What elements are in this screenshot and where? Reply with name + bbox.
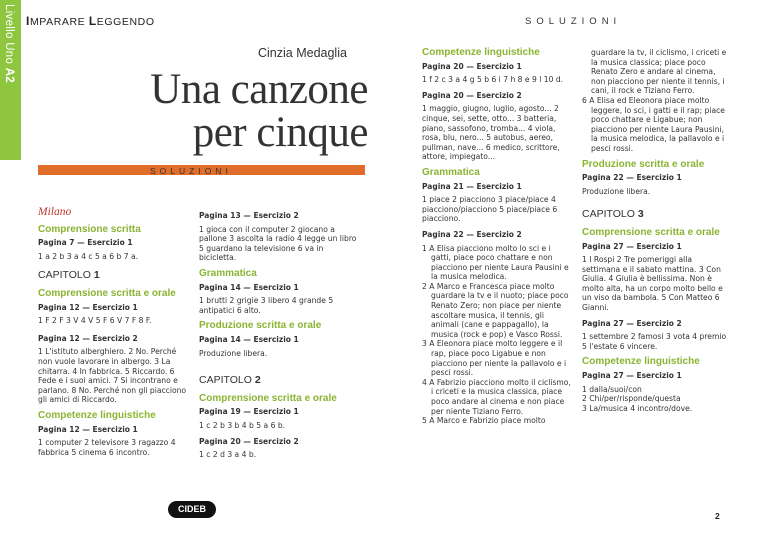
exercise-ref: Pagina 19 — Esercizio 1 [199,407,299,417]
list-item: 5 A Marco e Fabrizio piace molto [422,416,546,426]
chapter-heading: CAPITOLO 2 [199,374,261,387]
exercise-ref: Pagina 20 — Esercizio 2 [422,90,522,100]
chapter-heading: CAPITOLO 3 [582,208,644,221]
answer-text: 1 gioca con il computer 2 giocano a pallone 3 ascolta la radio 4 legge un libro 5 guardano la televisione 6 va in bicicletta. [199,224,357,263]
answer-line: 3 La/musica 4 incontro/dove. [582,403,693,413]
book-title: Una canzone per cinque [150,66,368,156]
exercise-ref: Pagina 14 — Esercizio 1 [199,282,299,292]
answer-text: 1 brutti 2 grigie 3 libero 4 grande 5 antipatici 6 alto. [199,296,334,315]
exercise-ref: Pagina 27 — Esercizio 1 [582,371,682,381]
answer-text: 1 computer 2 televisore 3 ragazzo 4 fabbrica 5 cinema 6 incontro. [38,438,176,457]
section-heading: Competenze linguistiche [38,409,156,421]
answer-line: 1 dalla/suoi/con [582,384,642,394]
answer-text: 1 piace 2 piacciono 3 piace/piace 4 piacciono/piacciono 5 piace/piace 6 piacciono. [422,195,558,224]
answer-lines [582,385,732,414]
exercise-ref: Pagina 22 — Esercizio 1 [582,173,682,183]
section-heading: Comprensione scritta e orale [38,287,176,299]
section-heading: Produzione scritta e orale [582,158,705,170]
solutions-label: SOLUZIONI [150,166,232,176]
exercise-ref: Pagina 20 — Esercizio 1 [422,61,522,71]
answer-list [582,48,732,154]
level-side-tab [0,0,21,160]
exercise-ref: Pagina 12 — Esercizio 1 [38,424,138,434]
section-header: SOLUZIONI [525,16,622,27]
answer-text: 1 c 2 d 3 a 4 b. [199,450,257,460]
book-author: Cinzia Medaglia [258,46,347,60]
section-heading: Grammatica [199,267,257,279]
list-item-continued: guardare la tv, il ciclismo, i criceti e la musica classica; piace poco Renato Zero e andare al cinema, non piacciono per niente il tennis, i cani, il rock e Tiziano Ferro. [591,48,727,96]
section-heading: Comprensione scritta e orale [582,226,720,238]
exercise-ref: Pagina 12 — Esercizio 2 [38,333,138,343]
chapter-heading: CAPITOLO 1 [38,269,100,282]
page-number: 2 [715,511,720,521]
exercise-ref: Pagina 12 — Esercizio 1 [38,302,138,312]
answer-text: 1 F 2 F 3 V 4 V 5 F 6 V 7 F 8 F. [38,316,152,326]
exercise-ref: Pagina 7 — Esercizio 1 [38,238,133,248]
section-heading: Produzione scritta e orale [199,320,322,332]
list-item: 3 A Eleonora piace molto leggere e il rap, piace poco Ligabue e non piacciono per niente la pallavolo e i pesci rossi. [422,339,567,378]
column-4 [582,48,732,419]
answer-text: 1 I Rospi 2 Tre pomeriggi alla settimana e il sabato mattina. 3 Con Giulia. 4 Giulia è bellissima. Non è molto alta, ha un corpo molto bello e un viso da bambola. 5 Con Matteo 6 Gianni. [582,255,723,313]
section-heading: Grammatica [422,166,480,178]
answer-text: 1 L'istituto alberghiero. 2 No. Perché non vuole lavorare in albergo. 3 La chitarra. 4 In fabbrica. 5 Riccardo. 6 Fede e i suoi amici. 7 Si incontrano e parlano. 8 No. Perché non gli piacciono gli amici di Riccardo. [38,347,187,405]
section-heading: Comprensione scritta e orale [199,392,337,404]
exercise-ref: Pagina 13 — Esercizio 2 [199,211,299,220]
answer-text: 1 c 2 b 3 b 4 b 5 a 6 b. [199,420,286,430]
section-heading: Competenze linguistiche [582,356,700,368]
answer-text: 1 maggio, giugno, luglio, agosto... 2 cinque, sei, sette, otto... 3 batteria, piano, sassofono, tromba... 4 viola, rosa, blu, nero... 5 autobus, aereo, pullman, nave... 6 medico, scrittore, attore, impiegato... [422,104,560,162]
list-item: 1 A Elisa piacciono molto lo sci e i gatti, piace poco chattare e non piacciono per niente Laura Pausini e la musica melodica. [422,243,569,282]
level-label: Livello Uno A2 [3,4,15,84]
column-3 [422,48,572,432]
answer-text: Produzione libera. [582,186,651,196]
answer-text: 1 a 2 b 3 a 4 c 5 a 6 b 7 a. [38,251,139,261]
column-1 [38,208,188,463]
exercise-ref: Pagina 22 — Esercizio 2 [422,229,522,239]
list-item: 2 A Marco e Francesca piace molto guardare la tv e il nuoto; piace poco Renato Zero; non piace per niente ascoltare musica, il tennis, gli animali (cane e pappagallo), la musica (rock e pop) e Vasco Rossi. [422,281,569,339]
answer-text: Produzione libera. [199,348,268,358]
exercise-ref: Pagina 21 — Esercizio 1 [422,181,522,191]
section-heading: Competenze linguistiche [422,47,540,58]
publisher-logo: CIDEB [168,501,216,518]
list-item: 4 A Fabrizio piacciono molto il ciclismo, i criceti e la musica classica, piace poco andare al cinema e non piace per niente Tiziano Ferro. [422,377,571,416]
list-item: 6 A Elisa ed Eleonora piace molto leggere, lo sci, i gatti e il rap; piace poco chattare e Ligabue; non piacciono per niente Laura Pausini, la musica melodica, la pallavolo e i pesci rossi. [582,95,725,153]
answer-text: 1 f 2 c 3 a 4 g 5 b 6 i 7 h 8 e 9 l 10 d. [422,75,564,85]
column-2 [199,208,359,466]
answer-list [422,244,572,426]
answer-line: 2 Chi/per/risponde/questa [582,394,681,404]
exercise-ref: Pagina 27 — Esercizio 1 [582,241,682,251]
answer-text: 1 settembre 2 famosi 3 vota 4 premio 5 l'estate 6 vincere. [582,332,727,351]
city-heading: Milano [38,206,72,218]
series-brand: IMPARARE LEGGENDO [26,14,155,28]
exercise-ref: Pagina 14 — Esercizio 1 [199,334,299,344]
exercise-ref: Pagina 20 — Esercizio 2 [199,436,299,446]
section-heading: Comprensione scritta [38,223,141,235]
exercise-ref: Pagina 27 — Esercizio 2 [582,318,682,328]
